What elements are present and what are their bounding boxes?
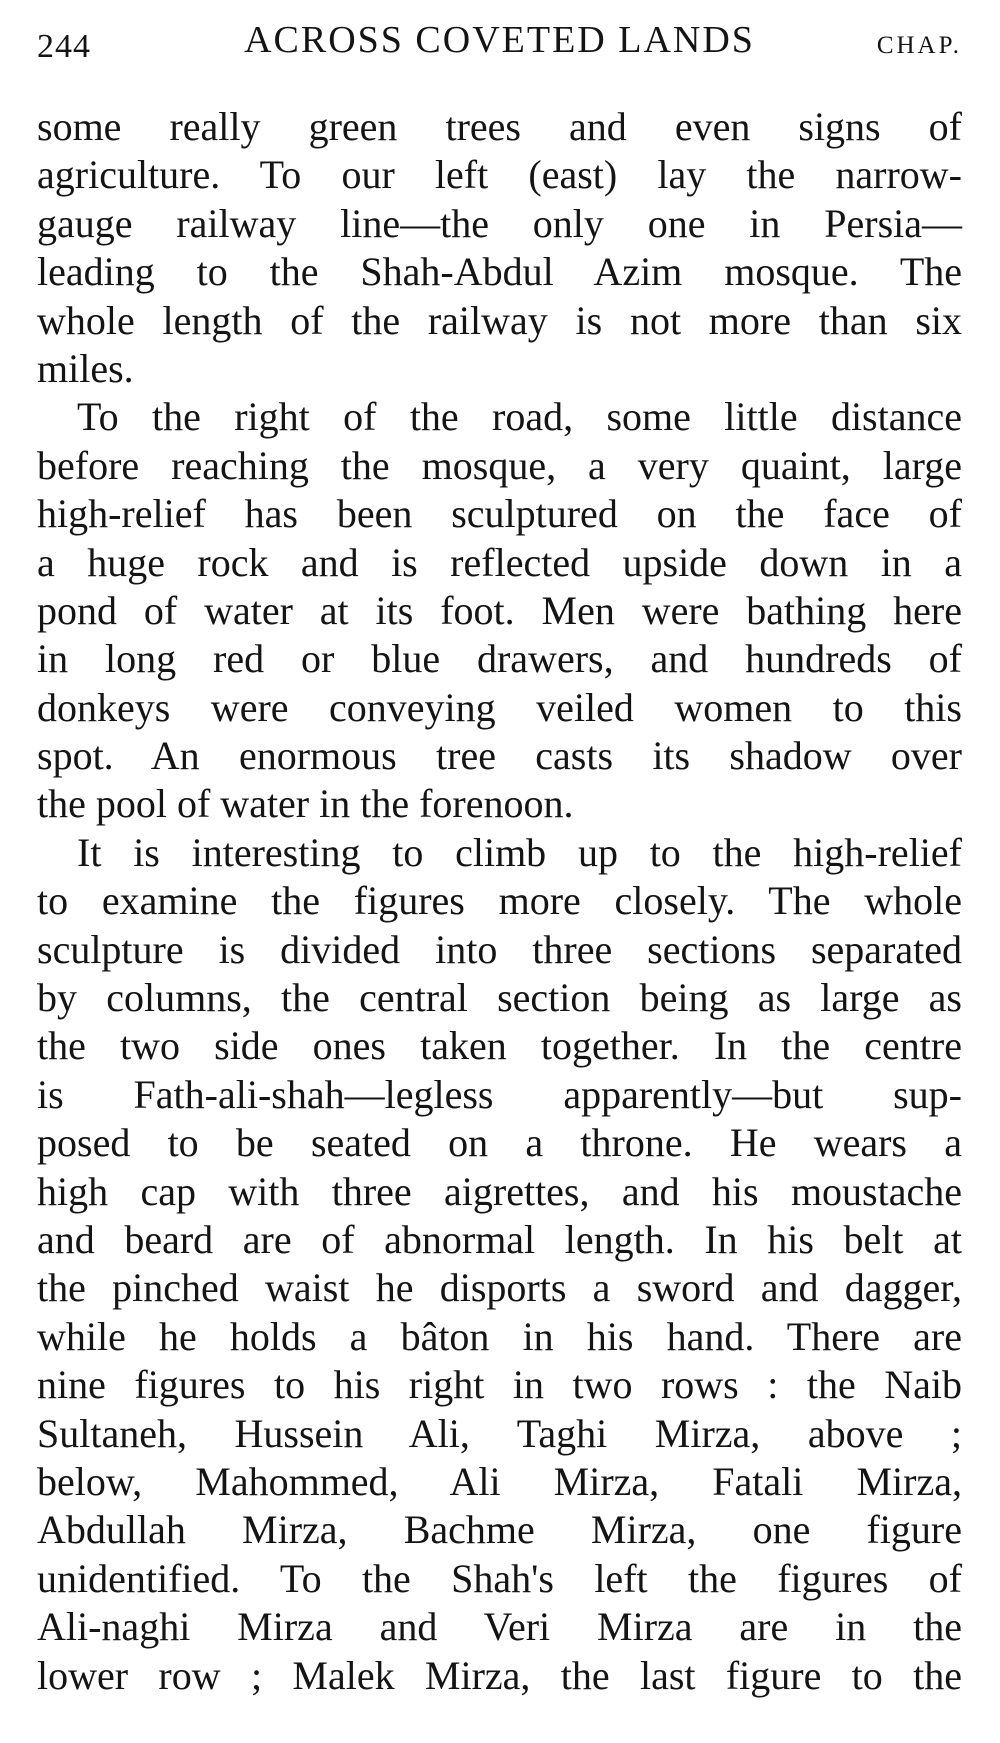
text-line: and beard are of abnormal length. In his belt at [37,1216,962,1262]
text-line: unidentified. To the Shah's left the figures of [37,1555,962,1601]
text-line: is Fath-ali-shah—legless apparently—but sup- [37,1071,962,1117]
text-line: whole length of the railway is not more than six [37,297,962,343]
text-line: It is interesting to climb up to the high-relief [77,829,962,875]
text-line: Abdullah Mirza, Bachme Mirza, one figure [37,1507,962,1553]
text-line: the two side ones taken together. In the centre [37,1023,962,1069]
text-line: To the right of the road, some little distance [77,394,962,440]
text-line: leading to the Shah-Abdul Azim mosque. The [37,249,962,295]
text-line: before reaching the mosque, a very quaint, large [37,442,962,488]
text-line: high cap with three aigrettes, and his moustache [37,1168,962,1214]
text-line: by columns, the central section being as large as [37,975,962,1021]
text-line: agriculture. To our left (east) lay the narrow- [37,152,962,198]
text-line: while he holds a bâton in his hand. There are [37,1313,962,1359]
text-line: the pool of water in the forenoon. [37,781,574,827]
chapter-label: CHAP. [876,32,962,59]
book-page [37,0,962,1743]
text-line: spot. An enormous tree casts its shadow over [37,733,962,779]
text-line: some really green trees and even signs of [37,104,962,149]
running-title: ACROSS COVETED LANDS [244,19,755,61]
text-line: donkeys were conveying veiled women to this [37,684,962,730]
text-line: sculpture is divided into three sections separated [37,926,962,972]
page-number: 244 [37,28,91,65]
text-line: pond of water at its foot. Men were bathing here [37,587,962,633]
text-line: posed to be seated on a throne. He wears a [37,1120,962,1166]
text-line: lower row ; Malek Mirza, the last figure to the [37,1652,962,1698]
text-line: Sultaneh, Hussein Ali, Taghi Mirza, above ; [37,1410,962,1456]
text-line: to examine the figures more closely. The whole [37,878,962,924]
body-text [37,103,962,1700]
text-line: gauge railway line—the only one in Persia— [37,200,962,246]
text-line: a huge rock and is reflected upside down in a [37,539,962,585]
text-line: miles. [37,345,134,391]
text-line: high-relief has been sculptured on the face of [37,491,962,537]
text-line: Ali-naghi Mirza and Veri Mirza are in the [37,1604,962,1650]
text-line: in long red or blue drawers, and hundreds of [37,636,962,682]
text-line: the pinched waist he disports a sword and dagger, [37,1265,962,1311]
text-line: nine figures to his right in two rows : the Naib [37,1362,962,1408]
text-line: below, Mahommed, Ali Mirza, Fatali Mirza, [37,1458,962,1504]
running-head [37,18,962,68]
